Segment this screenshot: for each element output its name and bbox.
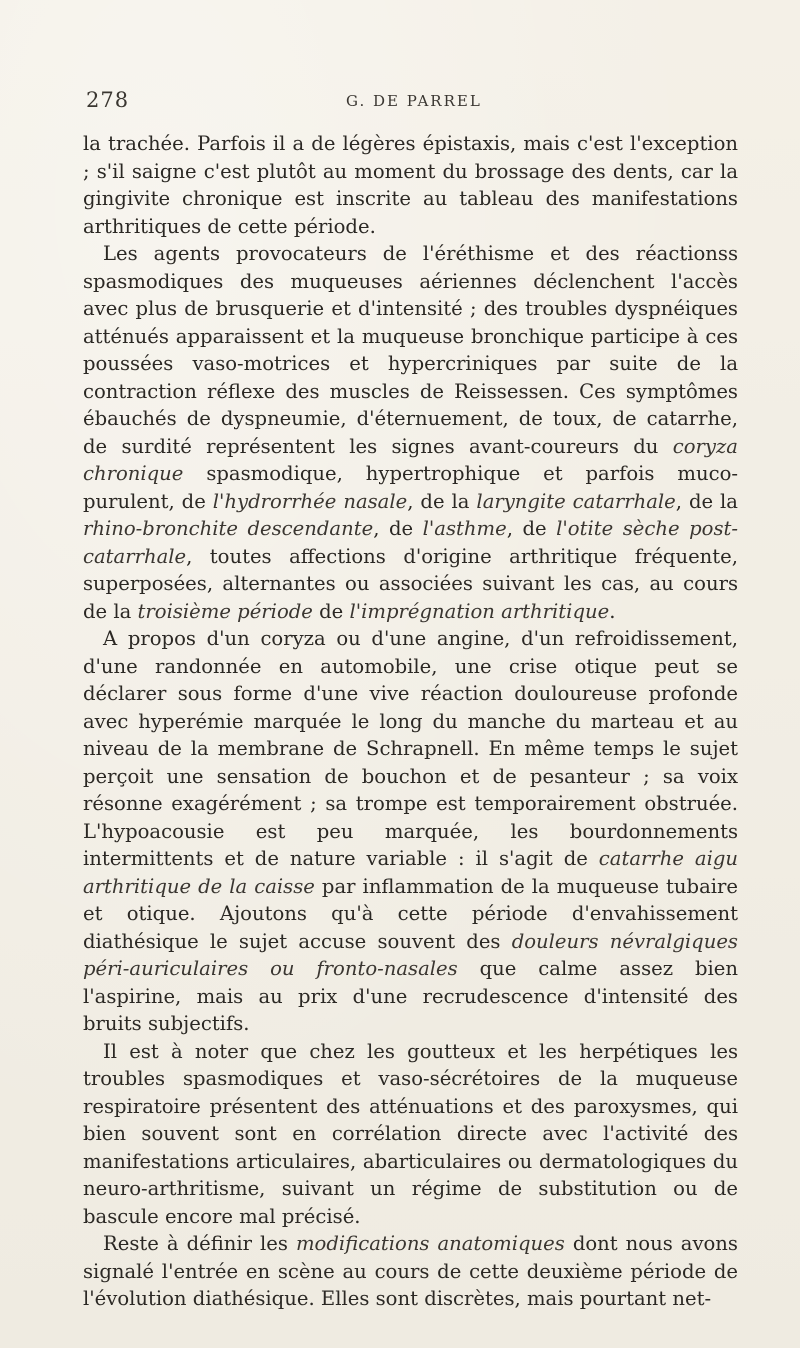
paragraph-1 bbox=[83, 130, 738, 240]
running-head: G. DE PARREL bbox=[346, 92, 482, 110]
text-run: , de la bbox=[675, 489, 738, 513]
text-run: , de bbox=[373, 517, 423, 540]
italic-phrase: rhino-bronchite descendante bbox=[83, 517, 374, 540]
text-run: Reste à définir les bbox=[103, 1232, 296, 1255]
italic-phrase: catarrhe aigu arthritique de la caisse bbox=[83, 847, 738, 898]
italic-phrase: l'asthme bbox=[422, 517, 507, 540]
body-text bbox=[83, 130, 738, 1313]
text-run: Il est à noter que chez les goutteux et les herpétiques les troubles spasmodiques et vaso-sécrétoires de la muqueuse respiratoire présentent des atténuations et des paroxysmes, qui bien souvent sont en corrélation directe avec l'activité des manifestations articulaires, abarticulaires ou dermatologiques du neuro-arthritisme, suivant un régime de substitution ou de bascule encore mal précisé. bbox=[83, 1039, 738, 1228]
italic-phrase: coryza chronique bbox=[83, 434, 738, 485]
italic-phrase: l'otite sèche post-catarrhale bbox=[83, 517, 739, 568]
text-run: , de la bbox=[407, 489, 477, 513]
paragraph-5 bbox=[83, 1230, 738, 1313]
text-run: A propos d'un coryza ou d'une angine, d'un refroidissement, d'une randonnée en automobile, une crise otique peut se déclarer sous forme d'une vive réaction douloureuse profonde avec hyperémie marquée le long du manche du marteau et au niveau de la membrane de Schrapnell. En même temps le sujet perçoit une sensation de bouchon et de pesanteur ; sa voix résonne exagérément ; sa trompe est temporairement obstruée. L'hypoacousie est peu marquée, les bourdonnements intermittents et de nature variable : il s'agit de bbox=[83, 627, 738, 870]
italic-phrase: troisième période bbox=[137, 599, 313, 623]
text-run: dont nous avons signalé l'entrée en scène au cours de cette deuxième période de l'évolution diathésique. Elles sont discrètes, mais pourtant net- bbox=[83, 1232, 738, 1310]
text-run: . bbox=[609, 599, 616, 623]
italic-phrase: l'imprégnation arthritique bbox=[349, 599, 610, 623]
paragraph-2 bbox=[83, 240, 738, 625]
paragraph-4 bbox=[83, 1038, 738, 1231]
italic-phrase: modifications anatomiques bbox=[295, 1232, 565, 1255]
text-run: , de bbox=[506, 517, 557, 540]
text-run: , toutes affections d'origine arthritique fréquente, superposées, alternantes ou associées suivant les cas, au cours de la bbox=[83, 544, 738, 623]
text-run: la trachée. Parfois il a de légères épistaxis, mais c'est l'exception ; s'il saigne c'est plutôt au moment du brossage des dents, car la gingivite chronique est inscrite au tableau des manifestations arthritiques de cette période. bbox=[83, 132, 738, 238]
italic-phrase: l'hydrorrhée nasale bbox=[212, 489, 408, 513]
text-run: que calme assez bien l'aspirine, mais au prix d'une recrudescence d'intensité des bruits subjectifs. bbox=[83, 957, 738, 1035]
text-run: spasmodique, hypertrophique et parfois muco-purulent, de bbox=[83, 462, 738, 513]
page-header bbox=[86, 88, 736, 114]
text-run: par inflammation de la muqueuse tubaire et otique. Ajoutons qu'à cette période d'envahissement diathésique le sujet accuse souvent des bbox=[83, 874, 738, 953]
italic-phrase: laryngite catarrhale bbox=[476, 489, 676, 513]
text-run: de bbox=[312, 599, 350, 623]
text-run: Les agents provocateurs de l'éréthisme et des réactionss spasmodiques des muqueuses aériennes déclenchent l'accès avec plus de brusquerie et d'intensité ; des troubles dyspnéiques atténués apparaissent et la muqueuse bronchique participe à ces poussées vaso-motrices et hypercriniques par suite de la contraction réflexe des muscles de Reissessen. Ces symptômes ébauchés de dyspneumie, d'éternuement, de toux, de catarrhe, de surdité représentent les signes avant-coureurs du bbox=[83, 242, 738, 458]
paragraph-3 bbox=[83, 625, 738, 1038]
page-number: 278 bbox=[86, 88, 130, 112]
italic-phrase: douleurs névralgiques péri-auriculaires ou fronto-nasales bbox=[83, 929, 738, 980]
